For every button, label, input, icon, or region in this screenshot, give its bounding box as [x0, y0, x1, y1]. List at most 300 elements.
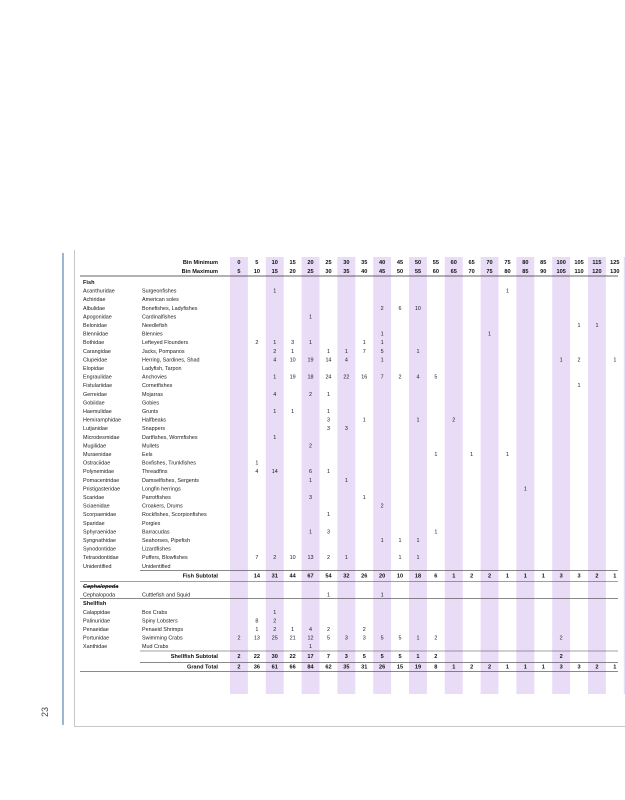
family-name: Gobiidae [83, 400, 105, 407]
count-cell: 1 [434, 529, 438, 536]
page-number: 23 [40, 707, 50, 718]
common-name: Damselfishes, Sergents [142, 477, 199, 484]
family-name: Bothidae [83, 340, 105, 347]
bin-minimum-value: 70 [486, 260, 493, 266]
common-name: Box Crabs [142, 609, 168, 616]
count-cell: 1 [488, 331, 492, 338]
column-shade [409, 257, 427, 694]
count-cell: 2 [595, 664, 599, 671]
family-name: Sphyraenidae [83, 529, 117, 536]
common-name: Spiny Lobsters [142, 618, 178, 625]
common-name: Halfbeaks [142, 417, 166, 424]
family-name: Blenniidae [83, 331, 109, 338]
count-cell: 6 [309, 469, 313, 476]
common-name: Cardinalfishes [142, 314, 177, 321]
common-name: Boxfishes, Trunkfishes [142, 460, 196, 467]
count-cell: 1 [559, 357, 563, 364]
count-cell: 25 [271, 635, 278, 642]
count-cell: 3 [559, 573, 563, 580]
common-name: Bonefishes, Ladyfishes [142, 305, 198, 312]
bin-maximum-value: 20 [289, 269, 296, 275]
bin-minimum-label: Bin Minimum [182, 260, 218, 266]
family-name: Calappidae [83, 609, 111, 616]
bin-maximum-value: 35 [343, 269, 350, 275]
family-name: Belonidae [83, 323, 107, 329]
common-name: Barracudas [142, 529, 170, 536]
bin-maximum-value: 70 [468, 269, 475, 275]
column-shade [373, 257, 391, 694]
count-cell: 3 [559, 664, 563, 671]
count-cell: 5 [362, 653, 366, 660]
bin-maximum-value: 50 [396, 269, 404, 275]
subtotal-label: Fish Subtotal [182, 573, 218, 580]
bin-maximum-value: 40 [361, 269, 368, 275]
count-cell: 1 [362, 340, 366, 347]
count-cell: 2 [487, 664, 492, 671]
count-cell: 1 [523, 664, 527, 671]
bin-maximum-label: Bin Maximum [181, 269, 218, 275]
family-name: Hemiramphidae [83, 417, 122, 424]
bin-minimum-value: 55 [432, 260, 439, 266]
count-cell: 4 [309, 627, 313, 633]
count-cell: 3 [309, 495, 313, 501]
common-name: Dartfishes, Wormfishes [142, 434, 198, 441]
family-name: Portunidae [83, 635, 110, 642]
bin-minimum-value: 50 [414, 260, 422, 266]
count-cell: 2 [273, 627, 277, 633]
count-cell: 26 [379, 664, 386, 671]
family-name: Microdesmidae [83, 434, 120, 441]
count-cell: 22 [343, 374, 350, 381]
bin-minimum-value: 40 [379, 260, 386, 266]
count-cell: 1 [541, 664, 545, 671]
count-cell: 1 [416, 348, 420, 355]
count-cell: 1 [273, 434, 277, 441]
count-cell: 2 [434, 653, 438, 660]
count-cell: 8 [434, 664, 438, 671]
count-cell: 2 [326, 555, 330, 562]
family-name: Synodontidae [83, 546, 116, 553]
bin-maximum-value: 55 [414, 269, 422, 275]
count-cell: 10 [414, 305, 421, 312]
family-name: Ostraciidae [83, 460, 111, 467]
count-cell: 18 [414, 573, 422, 580]
count-cell: 3 [344, 635, 348, 642]
count-cell: 2 [273, 618, 277, 625]
count-cell: 1 [326, 469, 330, 476]
count-cell: 1 [255, 460, 259, 467]
count-cell: 3 [577, 573, 581, 580]
count-cell: 1 [416, 653, 420, 660]
count-cell: 3 [344, 426, 348, 433]
count-cell: 13 [253, 635, 260, 642]
count-cell: 4 [344, 357, 348, 364]
count-cell: 2 [362, 627, 366, 633]
common-name: Swimming Crabs [142, 635, 183, 642]
count-cell: 2 [559, 635, 563, 642]
count-cell: 10 [396, 573, 404, 580]
common-name: Porgies [142, 520, 161, 527]
common-name: Parrotfishes [142, 495, 171, 501]
count-cell: 1 [255, 627, 259, 633]
count-cell: 66 [289, 664, 296, 671]
count-cell: 2 [595, 573, 599, 580]
common-name: Penaeid Shrimps [142, 627, 184, 633]
count-cell: 2 [309, 443, 313, 450]
count-cell: 1 [523, 486, 527, 493]
count-cell: 1 [416, 555, 420, 562]
common-name: Puffers, Blowfishes [142, 555, 188, 562]
family-name: Sciaenidae [83, 503, 110, 510]
count-cell: 1 [362, 417, 366, 424]
count-cell: 1 [505, 288, 509, 295]
count-cell: 1 [416, 538, 420, 544]
count-cell: 1 [452, 664, 456, 671]
count-cell: 3 [326, 529, 330, 536]
count-cell: 1 [309, 644, 313, 651]
family-name: Achiridae [83, 297, 106, 304]
common-name: Jacks, Pompanos [142, 348, 185, 355]
family-name: Palinuridae [83, 618, 110, 625]
count-cell: 1 [380, 592, 384, 599]
count-cell: 2 [577, 357, 581, 364]
count-cell: 1 [380, 538, 384, 544]
bin-minimum-value: 25 [325, 260, 332, 266]
count-cell: 1 [326, 409, 330, 415]
bin-minimum-value: 30 [343, 260, 350, 266]
count-cell: 1 [541, 573, 545, 580]
section-title-fish: Fish [83, 280, 95, 286]
common-name: Anchovies [142, 374, 167, 381]
count-cell: 1 [291, 627, 295, 633]
common-name: American soles [142, 297, 179, 304]
grand-total-label: Grand Total [187, 664, 218, 671]
family-name: Gerreidae [83, 391, 107, 398]
common-name: Surgeonfishes [142, 288, 177, 295]
count-cell: 2 [380, 503, 384, 510]
column-shade [445, 257, 463, 694]
count-cell: 67 [307, 573, 314, 580]
count-cell: 1 [452, 573, 456, 580]
bin-maximum-value: 120 [592, 269, 602, 275]
count-cell: 20 [379, 573, 386, 580]
common-name: Blennies [142, 331, 163, 338]
count-cell: 4 [273, 391, 277, 398]
count-cell: 7 [380, 374, 384, 381]
common-name: Mud Crabs [142, 644, 169, 651]
common-name: Threadfins [142, 469, 168, 476]
count-cell: 1 [273, 340, 277, 347]
count-cell: 1 [505, 664, 510, 671]
common-name: Gobies [142, 400, 160, 407]
common-name: Needlefish [142, 323, 168, 329]
bin-maximum-value: 60 [432, 269, 439, 275]
count-cell: 1 [273, 374, 277, 381]
count-cell: 15 [396, 664, 404, 671]
count-cell: 84 [307, 664, 314, 671]
count-cell: 3 [326, 426, 330, 433]
count-cell: 7 [362, 348, 366, 355]
count-cell: 26 [361, 573, 368, 580]
count-cell: 1 [344, 555, 348, 562]
count-cell: 5 [380, 635, 384, 642]
count-cell: 19 [307, 357, 314, 364]
common-name: Snappers [142, 426, 166, 433]
count-cell: 1 [309, 314, 313, 321]
count-cell: 13 [307, 555, 314, 562]
bin-maximum-value: 15 [271, 269, 278, 275]
bin-minimum-value: 35 [361, 260, 368, 266]
family-name: Syngnathidae [83, 538, 116, 544]
count-cell: 3 [326, 417, 330, 424]
count-cell: 1 [416, 635, 420, 642]
family-name: Tetraodontidae [83, 555, 119, 562]
count-cell: 36 [253, 664, 260, 671]
common-name: Rockfishes, Scorpionfishes [142, 512, 207, 519]
bin-minimum-value: 100 [556, 260, 566, 266]
count-cell: 21 [289, 635, 296, 642]
count-cell: 17 [307, 653, 314, 660]
bin-maximum-value: 80 [504, 269, 511, 275]
family-name: Scaridae [83, 495, 105, 501]
bin-minimum-value: 75 [504, 260, 511, 266]
count-cell: 14 [325, 357, 332, 364]
count-cell: 19 [289, 374, 296, 381]
family-name: Pristigasteridae [83, 486, 121, 493]
count-cell: 14 [253, 573, 260, 580]
count-cell: 54 [325, 573, 332, 580]
count-cell: 5 [380, 653, 384, 660]
family-name: Albulidae [83, 305, 106, 312]
count-cell: 2 [470, 573, 474, 580]
count-cell: 10 [289, 357, 296, 364]
count-cell: 5 [380, 348, 384, 355]
bin-maximum-value: 75 [486, 269, 493, 275]
count-cell: 4 [273, 357, 277, 364]
common-name: Grunts [142, 409, 159, 415]
count-cell: 7 [326, 653, 331, 660]
count-cell: 5 [434, 374, 438, 381]
count-cell: 1 [309, 477, 313, 484]
family-name: Carangidae [83, 348, 111, 355]
common-name: Unidentified [142, 563, 171, 570]
count-cell: 16 [361, 374, 368, 381]
count-cell: 4 [255, 469, 259, 476]
count-cell: 1 [577, 323, 581, 329]
count-cell: 1 [326, 391, 330, 398]
common-name: Cuttlefish and Squid [142, 592, 191, 599]
family-name: Fistulariidae [83, 383, 113, 390]
bin-maximum-value: 10 [253, 269, 260, 275]
bin-minimum-value: 0 [237, 260, 241, 266]
count-cell: 8 [255, 618, 259, 625]
family-name: Engraulidae [83, 374, 112, 381]
count-cell: 3 [344, 653, 348, 660]
subtotal-label: Shellfish Subtotal [170, 653, 218, 660]
count-cell: 1 [380, 340, 384, 347]
family-name: Apogonidae [83, 314, 112, 321]
bin-maximum-value: 105 [556, 269, 566, 275]
count-cell: 1 [309, 529, 313, 536]
bin-maximum-value: 130 [610, 269, 620, 275]
count-cell: 3 [291, 340, 295, 347]
bin-minimum-value: 15 [289, 260, 296, 266]
family-name: Muraenidae [83, 452, 112, 458]
count-cell: 1 [291, 348, 295, 355]
count-cell: 1 [273, 288, 277, 295]
count-cell: 1 [380, 331, 384, 338]
count-cell: 1 [291, 409, 295, 415]
count-cell: 18 [307, 374, 314, 381]
bin-minimum-value: 10 [271, 260, 278, 266]
count-cell: 22 [253, 653, 260, 660]
common-name: Longfin herrings [142, 486, 181, 493]
common-name: Cornetfishes [142, 383, 173, 390]
count-cell: 19 [414, 664, 422, 671]
count-cell: 1 [398, 538, 402, 544]
count-cell: 2 [237, 664, 241, 671]
family-name: Sparidae [83, 520, 105, 527]
section-title-shellfish: Shellfish [83, 601, 107, 608]
bin-maximum-value: 5 [237, 269, 241, 275]
count-cell: 1 [273, 609, 277, 616]
column-shade [552, 257, 570, 694]
common-name: Mojarras [142, 391, 163, 398]
count-cell: 1 [309, 340, 313, 347]
count-cell: 12 [307, 635, 314, 642]
bin-maximum-value: 45 [379, 269, 386, 275]
count-cell: 2 [559, 653, 563, 660]
bin-minimum-value: 20 [307, 260, 314, 266]
count-cell: 1 [595, 323, 599, 329]
count-cell: 2 [398, 374, 402, 381]
column-shade [516, 257, 534, 694]
count-cell: 5 [398, 635, 402, 642]
family-name: Scorpaenidae [83, 512, 117, 519]
bin-minimum-value: 115 [592, 260, 602, 266]
common-name: Eels [142, 452, 153, 458]
count-cell: 1 [416, 417, 420, 424]
count-cell: 1 [613, 664, 617, 671]
count-cell: 1 [613, 573, 617, 580]
count-cell: 22 [289, 653, 296, 660]
family-name: Clupeidae [83, 357, 108, 364]
count-cell: 1 [613, 357, 617, 364]
family-name: Penaeidae [83, 627, 109, 633]
bin-minimum-value: 125 [610, 260, 620, 266]
bin-maximum-value: 85 [522, 269, 529, 275]
count-cell: 5 [398, 653, 402, 660]
bin-minimum-value: 80 [522, 260, 529, 266]
count-cell: 1 [434, 452, 438, 458]
family-name: Polynemidae [83, 469, 115, 476]
count-cell: 2 [309, 391, 313, 398]
count-cell: 32 [343, 573, 350, 580]
count-cell: 1 [380, 357, 384, 364]
count-cell: 1 [362, 495, 366, 501]
count-cell: 6 [398, 305, 402, 312]
common-name: Mullets [142, 443, 160, 450]
count-cell: 2 [380, 305, 384, 312]
bin-maximum-value: 110 [574, 269, 584, 275]
count-cell: 2 [470, 664, 474, 671]
count-cell: 24 [325, 374, 332, 381]
count-cell: 6 [434, 573, 438, 580]
bin-minimum-value: 60 [450, 260, 457, 266]
section-title-cephalopoda: Cephalopoda [83, 584, 119, 590]
bin-maximum-value: 30 [325, 269, 332, 275]
bin-minimum-value: 105 [574, 260, 584, 266]
count-cell: 2 [452, 417, 456, 424]
count-cell: 1 [398, 555, 402, 562]
count-cell: 31 [361, 664, 368, 671]
count-cell: 1 [523, 573, 527, 580]
bin-maximum-value: 65 [450, 269, 457, 275]
count-cell: 61 [271, 664, 278, 671]
count-cell: 62 [325, 664, 332, 671]
count-cell: 2 [273, 555, 277, 562]
bin-minimum-value: 65 [468, 260, 475, 266]
count-cell: 3 [577, 664, 581, 671]
count-cell: 10 [289, 555, 296, 562]
common-name: Ladyfish, Tarpon [142, 366, 182, 372]
count-cell: 2 [237, 635, 241, 642]
common-name: Seahorses, Pipefish [142, 538, 190, 544]
bin-minimum-value: 5 [255, 260, 259, 266]
common-name: Lefteyed Flounders [142, 340, 189, 347]
column-shade [337, 257, 355, 694]
count-cell: 2 [237, 653, 241, 660]
count-cell: 35 [343, 664, 350, 671]
count-cell: 1 [505, 573, 510, 580]
common-name: Herring, Sardines, Shad [142, 357, 200, 364]
count-cell: 1 [577, 383, 581, 390]
count-cell: 1 [344, 477, 348, 484]
count-cell: 30 [271, 653, 278, 660]
count-cell: 2 [487, 573, 492, 580]
family-name: Acanthuridae [83, 288, 115, 295]
count-cell: 2 [326, 627, 330, 633]
count-cell: 1 [273, 409, 277, 415]
count-cell: 5 [326, 635, 330, 642]
count-cell: 1 [470, 452, 474, 458]
family-name: Haemulidae [83, 409, 112, 415]
family-name: Cephalopoda [83, 592, 116, 599]
family-name: Mugilidae [83, 443, 107, 450]
family-name: Xanthidae [83, 644, 108, 651]
count-cell: 2 [255, 340, 259, 347]
family-name: Pomacentridae [83, 477, 120, 484]
count-cell: 1 [326, 512, 330, 519]
column-shade [481, 257, 499, 694]
family-name: Unidentified [83, 563, 112, 570]
count-cell: 2 [434, 635, 438, 642]
bin-maximum-value: 25 [307, 269, 314, 275]
bin-minimum-value: 85 [540, 260, 547, 266]
count-cell: 14 [271, 469, 278, 476]
common-name: Lizardfishes [142, 546, 171, 553]
bin-maximum-value: 90 [540, 269, 547, 275]
count-cell: 1 [505, 452, 509, 458]
count-cell: 44 [289, 573, 296, 580]
count-cell: 1 [344, 348, 348, 355]
count-cell: 3 [362, 635, 366, 642]
count-cell: 1 [326, 592, 330, 599]
family-name: Lutjanidae [83, 426, 108, 433]
common-name: Croakers, Drums [142, 503, 183, 510]
bin-minimum-value: 45 [396, 260, 404, 266]
family-name: Elopidae [83, 366, 104, 372]
